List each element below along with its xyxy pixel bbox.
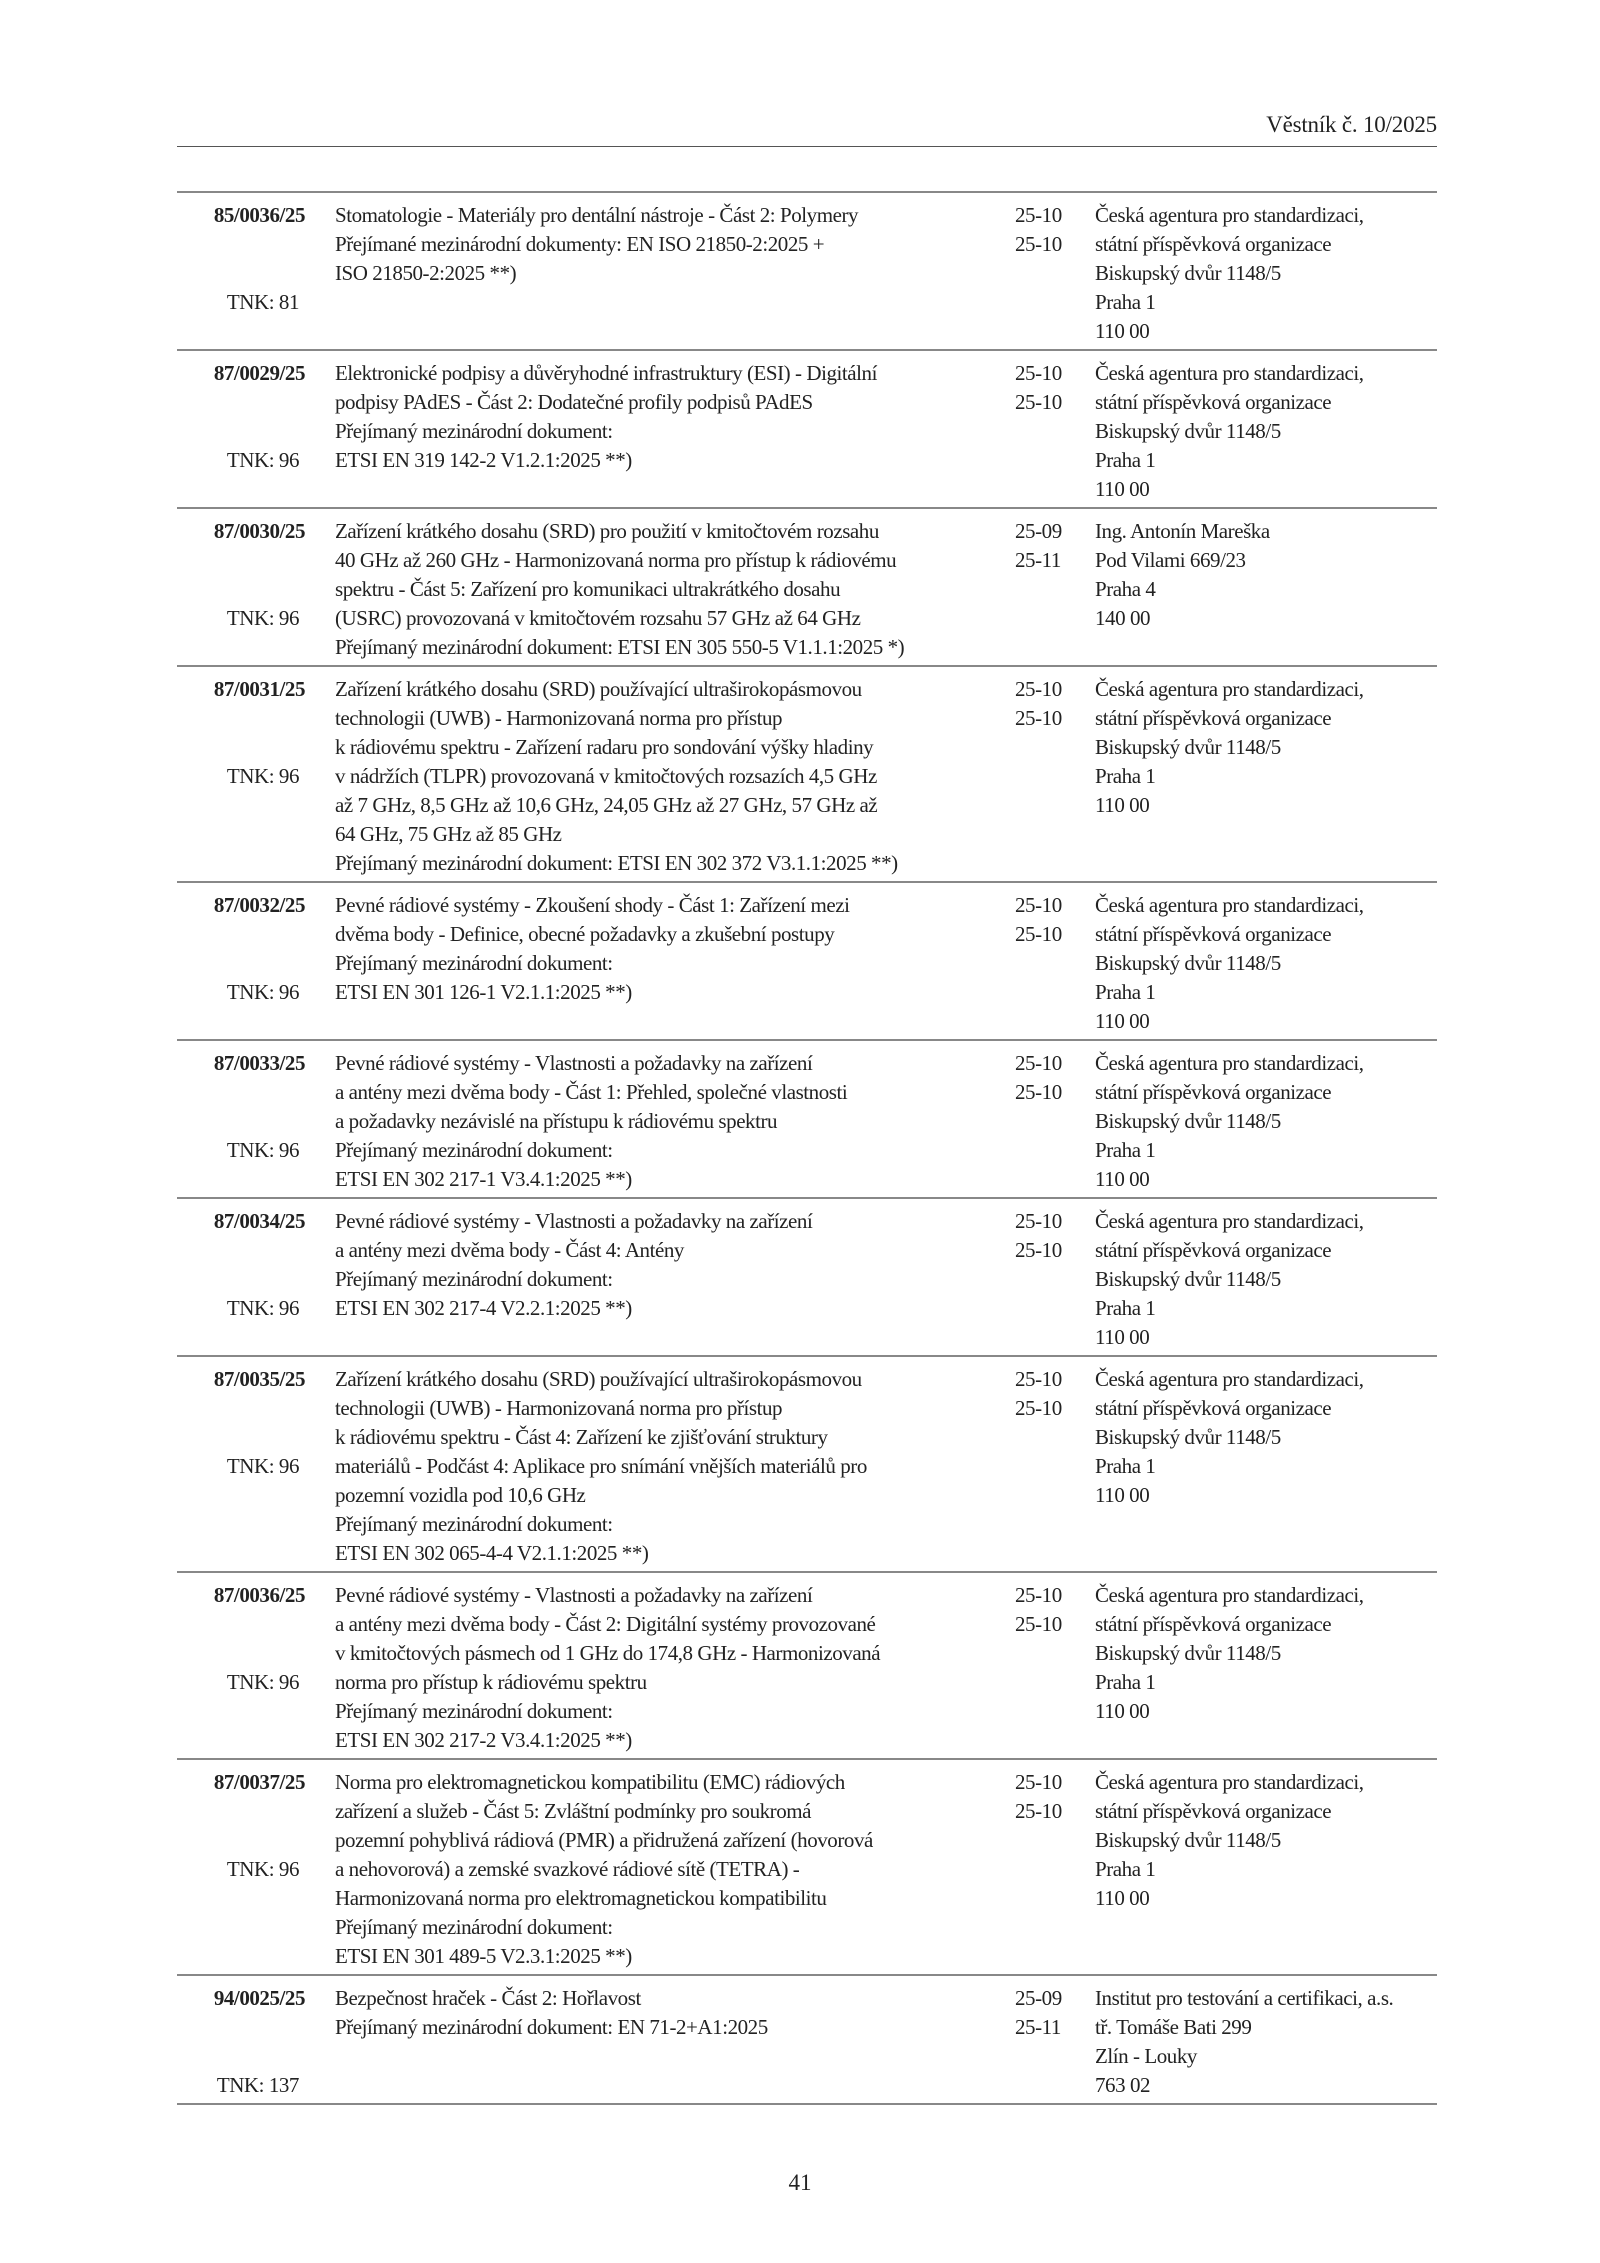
- title-line: Přejímaný mezinárodní dokument:: [335, 951, 613, 975]
- address-line: 763 02: [1095, 2073, 1151, 2097]
- title-line: (USRC) provozovaná v kmitočtovém rozsahu 57 GHz až 64 GHz: [335, 606, 861, 630]
- standard-id-cell: [177, 508, 335, 666]
- title-line: Bezpečnost hraček - Část 2: Hořlavost: [335, 1986, 641, 2010]
- standard-title-cell: [335, 1759, 1015, 1975]
- title-line: a nehovorová) a zemské svazkové rádiové sítě (TETRA) -: [335, 1857, 800, 1881]
- standard-id-cell: [177, 1572, 335, 1759]
- address-line: Praha 1: [1095, 1670, 1156, 1694]
- standard-number: 87/0037/25: [213, 1770, 305, 1794]
- standard-title-cell: [335, 1356, 1015, 1572]
- address-line: Biskupský dvůr 1148/5: [1095, 951, 1281, 975]
- title-line: Zařízení krátkého dosahu (SRD) používající ultraširokopásmovou: [335, 1367, 862, 1391]
- page-number: 41: [788, 2170, 812, 2195]
- address-line: státní příspěvková organizace: [1095, 1799, 1332, 1823]
- date-value: 25-10: [1015, 1209, 1062, 1233]
- address-line: Praha 1: [1095, 1857, 1156, 1881]
- address-line: Biskupský dvůr 1148/5: [1095, 261, 1281, 285]
- tnk-number: TNK: 96: [226, 1670, 299, 1694]
- standard-number: 87/0029/25: [213, 361, 305, 385]
- standard-number: 94/0025/25: [213, 1986, 305, 2010]
- table-row: [177, 508, 1437, 666]
- standard-id-cell: [177, 1040, 335, 1198]
- table-row: [177, 1572, 1437, 1759]
- date-value: 25-10: [1015, 893, 1062, 917]
- address-line: tř. Tomáše Bati 299: [1095, 2015, 1252, 2039]
- date-value: 25-09: [1015, 1986, 1062, 2010]
- title-line: dvěma body - Definice, obecné požadavky a zkušební postupy: [335, 922, 835, 946]
- address-line: Pod Vilami 669/23: [1095, 548, 1246, 572]
- dates-cell: [1015, 666, 1095, 882]
- title-line: a antény mezi dvěma body - Část 1: Přehled, společné vlastnosti: [335, 1080, 848, 1104]
- title-line: a antény mezi dvěma body - Část 4: Antény: [335, 1238, 684, 1262]
- address-line: Biskupský dvůr 1148/5: [1095, 1425, 1281, 1449]
- address-cell: [1095, 882, 1437, 1040]
- table-row: [177, 192, 1437, 350]
- bulletin-title: Věstník č. 10/2025: [1266, 112, 1437, 137]
- address-line: Biskupský dvůr 1148/5: [1095, 1828, 1281, 1852]
- address-line: Česká agentura pro standardizaci,: [1095, 1051, 1364, 1075]
- address-line: 110 00: [1095, 793, 1150, 817]
- address-line: 110 00: [1095, 477, 1150, 501]
- date-value: 25-10: [1015, 922, 1062, 946]
- table-row: [177, 1040, 1437, 1198]
- address-line: státní příspěvková organizace: [1095, 1396, 1332, 1420]
- date-value: 25-10: [1015, 1367, 1062, 1391]
- address-line: 110 00: [1095, 1886, 1150, 1910]
- standard-number: 87/0030/25: [213, 519, 305, 543]
- title-line: k rádiovému spektru - Část 4: Zařízení ke zjišťování struktury: [335, 1425, 828, 1449]
- dates-cell: [1015, 508, 1095, 666]
- address-line: státní příspěvková organizace: [1095, 706, 1332, 730]
- title-line: technologii (UWB) - Harmonizovaná norma pro přístup: [335, 1396, 783, 1420]
- address-line: Ing. Antonín Mareška: [1095, 519, 1270, 543]
- title-line: pozemní pohyblivá rádiová (PMR) a přidružená zařízení (hovorová: [335, 1828, 873, 1852]
- standard-id-cell: [177, 1975, 335, 2104]
- tnk-number: TNK: 137: [216, 2073, 299, 2097]
- title-line: technologii (UWB) - Harmonizovaná norma pro přístup: [335, 706, 783, 730]
- standard-number: 87/0034/25: [213, 1209, 305, 1233]
- title-line: k rádiovému spektru - Zařízení radaru pro sondování výšky hladiny: [335, 735, 874, 759]
- standard-number: 87/0035/25: [213, 1367, 305, 1391]
- standard-title-cell: [335, 666, 1015, 882]
- tnk-number: TNK: 96: [226, 1138, 299, 1162]
- address-line: Česká agentura pro standardizaci,: [1095, 1367, 1364, 1391]
- tnk-number: TNK: 96: [226, 1857, 299, 1881]
- title-line: Norma pro elektromagnetickou kompatibilitu (EMC) rádiových: [335, 1770, 845, 1794]
- title-line: ISO 21850-2:2025 **): [335, 261, 517, 285]
- address-cell: [1095, 350, 1437, 508]
- standard-number: 87/0032/25: [213, 893, 305, 917]
- address-line: Praha 4: [1095, 577, 1156, 601]
- address-line: 110 00: [1095, 1483, 1150, 1507]
- date-value: 25-10: [1015, 677, 1062, 701]
- title-line: Pevné rádiové systémy - Zkoušení shody - Část 1: Zařízení mezi: [335, 893, 850, 917]
- date-value: 25-10: [1015, 1080, 1062, 1104]
- address-cell: [1095, 508, 1437, 666]
- title-line: ETSI EN 301 489-5 V2.3.1:2025 **): [335, 1944, 632, 1968]
- address-cell: [1095, 1975, 1437, 2104]
- standard-title-cell: [335, 508, 1015, 666]
- title-line: materiálů - Podčást 4: Aplikace pro snímání vnějších materiálů pro: [335, 1454, 867, 1478]
- date-value: 25-11: [1015, 548, 1061, 572]
- address-line: Praha 1: [1095, 1138, 1156, 1162]
- address-line: Česká agentura pro standardizaci,: [1095, 1209, 1364, 1233]
- title-line: Přejímaný mezinárodní dokument:: [335, 1915, 613, 1939]
- standard-number: 87/0031/25: [213, 677, 305, 701]
- address-line: Biskupský dvůr 1148/5: [1095, 419, 1281, 443]
- title-line: Přejímaný mezinárodní dokument:: [335, 419, 613, 443]
- date-value: 25-10: [1015, 1612, 1062, 1636]
- dates-cell: [1015, 1356, 1095, 1572]
- standard-id-cell: [177, 192, 335, 350]
- title-line: Pevné rádiové systémy - Vlastnosti a požadavky na zařízení: [335, 1051, 813, 1075]
- address-line: Praha 1: [1095, 290, 1156, 314]
- dates-cell: [1015, 1759, 1095, 1975]
- tnk-number: TNK: 96: [226, 606, 299, 630]
- title-line: Elektronické podpisy a důvěryhodné infrastruktury (ESI) - Digitální: [335, 361, 877, 385]
- date-value: 25-10: [1015, 1583, 1062, 1607]
- title-line: Pevné rádiové systémy - Vlastnosti a požadavky na zařízení: [335, 1209, 813, 1233]
- date-value: 25-10: [1015, 203, 1062, 227]
- address-cell: [1095, 1572, 1437, 1759]
- address-cell: [1095, 1759, 1437, 1975]
- title-line: pozemní vozidla pod 10,6 GHz: [335, 1483, 586, 1507]
- address-line: Zlín - Louky: [1095, 2044, 1197, 2068]
- address-cell: [1095, 1356, 1437, 1572]
- title-line: a antény mezi dvěma body - Část 2: Digitální systémy provozované: [335, 1612, 876, 1636]
- title-line: ETSI EN 302 217-2 V3.4.1:2025 **): [335, 1728, 632, 1752]
- address-line: Biskupský dvůr 1148/5: [1095, 1109, 1281, 1133]
- table-row: [177, 1198, 1437, 1356]
- standard-number: 87/0036/25: [213, 1583, 305, 1607]
- date-value: 25-10: [1015, 1799, 1062, 1823]
- address-line: státní příspěvková organizace: [1095, 1080, 1332, 1104]
- standards-table: [177, 191, 1437, 2105]
- date-value: 25-10: [1015, 706, 1062, 730]
- title-line: Přejímaný mezinárodní dokument:: [335, 1512, 613, 1536]
- standard-number: 85/0036/25: [213, 203, 305, 227]
- address-line: 110 00: [1095, 1009, 1150, 1033]
- address-line: Biskupský dvůr 1148/5: [1095, 735, 1281, 759]
- address-line: 110 00: [1095, 1699, 1150, 1723]
- table-row: [177, 1356, 1437, 1572]
- address-line: Praha 1: [1095, 980, 1156, 1004]
- address-line: Česká agentura pro standardizaci,: [1095, 1770, 1364, 1794]
- title-line: Přejímaný mezinárodní dokument: ETSI EN 305 550-5 V1.1.1:2025 *): [335, 635, 905, 659]
- standard-id-cell: [177, 1198, 335, 1356]
- title-line: až 7 GHz, 8,5 GHz až 10,6 GHz, 24,05 GHz až 27 GHz, 57 GHz až: [335, 793, 878, 817]
- title-line: Pevné rádiové systémy - Vlastnosti a požadavky na zařízení: [335, 1583, 813, 1607]
- title-line: Přejímaný mezinárodní dokument:: [335, 1699, 613, 1723]
- address-line: 110 00: [1095, 1325, 1150, 1349]
- title-line: zařízení a služeb - Část 5: Zvláštní podmínky pro soukromá: [335, 1799, 812, 1823]
- address-line: Česká agentura pro standardizaci,: [1095, 203, 1364, 227]
- address-cell: [1095, 192, 1437, 350]
- title-line: Přejímaný mezinárodní dokument:: [335, 1138, 613, 1162]
- title-line: Zařízení krátkého dosahu (SRD) pro použití v kmitočtovém rozsahu: [335, 519, 879, 543]
- title-line: Přejímaný mezinárodní dokument: ETSI EN 302 372 V3.1.1:2025 **): [335, 851, 898, 875]
- address-line: státní příspěvková organizace: [1095, 1238, 1332, 1262]
- dates-cell: [1015, 1040, 1095, 1198]
- date-value: 25-09: [1015, 519, 1062, 543]
- date-value: 25-10: [1015, 1770, 1062, 1794]
- header-divider: [177, 146, 1437, 147]
- address-line: státní příspěvková organizace: [1095, 390, 1332, 414]
- standard-title-cell: [335, 882, 1015, 1040]
- tnk-number: TNK: 81: [226, 290, 299, 314]
- title-line: ETSI EN 319 142-2 V1.2.1:2025 **): [335, 448, 632, 472]
- address-line: státní příspěvková organizace: [1095, 232, 1332, 256]
- dates-cell: [1015, 1198, 1095, 1356]
- dates-cell: [1015, 1572, 1095, 1759]
- standard-title-cell: [335, 192, 1015, 350]
- tnk-number: TNK: 96: [226, 980, 299, 1004]
- standard-title-cell: [335, 350, 1015, 508]
- title-line: ETSI EN 302 217-1 V3.4.1:2025 **): [335, 1167, 632, 1191]
- tnk-number: TNK: 96: [226, 1296, 299, 1320]
- date-value: 25-10: [1015, 361, 1062, 385]
- title-line: a požadavky nezávislé na přístupu k rádiovému spektru: [335, 1109, 778, 1133]
- standard-id-cell: [177, 666, 335, 882]
- title-line: Harmonizovaná norma pro elektromagnetickou kompatibilitu: [335, 1886, 827, 1910]
- address-line: 110 00: [1095, 319, 1150, 343]
- address-line: Praha 1: [1095, 1296, 1156, 1320]
- standard-number: 87/0033/25: [213, 1051, 305, 1075]
- title-line: ETSI EN 301 126-1 V2.1.1:2025 **): [335, 980, 632, 1004]
- address-line: Česká agentura pro standardizaci,: [1095, 893, 1364, 917]
- standard-id-cell: [177, 350, 335, 508]
- address-cell: [1095, 666, 1437, 882]
- address-line: Česká agentura pro standardizaci,: [1095, 361, 1364, 385]
- standard-title-cell: [335, 1572, 1015, 1759]
- dates-cell: [1015, 350, 1095, 508]
- title-line: podpisy PAdES - Část 2: Dodatečné profily podpisů PAdES: [335, 390, 813, 414]
- address-line: 110 00: [1095, 1167, 1150, 1191]
- table-row: [177, 666, 1437, 882]
- tnk-number: TNK: 96: [226, 1454, 299, 1478]
- address-line: Biskupský dvůr 1148/5: [1095, 1267, 1281, 1291]
- title-line: v nádržích (TLPR) provozovaná v kmitočtových rozsazích 4,5 GHz: [335, 764, 877, 788]
- title-line: ETSI EN 302 217-4 V2.2.1:2025 **): [335, 1296, 632, 1320]
- table-row: [177, 1759, 1437, 1975]
- address-line: Česká agentura pro standardizaci,: [1095, 1583, 1364, 1607]
- date-value: 25-10: [1015, 1396, 1062, 1420]
- address-line: státní příspěvková organizace: [1095, 922, 1332, 946]
- table-row: [177, 1975, 1437, 2104]
- title-line: norma pro přístup k rádiovému spektru: [335, 1670, 647, 1694]
- address-line: Biskupský dvůr 1148/5: [1095, 1641, 1281, 1665]
- standard-id-cell: [177, 882, 335, 1040]
- address-line: státní příspěvková organizace: [1095, 1612, 1332, 1636]
- standard-title-cell: [335, 1975, 1015, 2104]
- dates-cell: [1015, 192, 1095, 350]
- table-row: [177, 882, 1437, 1040]
- standard-title-cell: [335, 1198, 1015, 1356]
- title-line: Zařízení krátkého dosahu (SRD) používající ultraširokopásmovou: [335, 677, 862, 701]
- tnk-number: TNK: 96: [226, 448, 299, 472]
- title-line: Přejímaný mezinárodní dokument:: [335, 1267, 613, 1291]
- address-line: Praha 1: [1095, 448, 1156, 472]
- address-cell: [1095, 1040, 1437, 1198]
- address-line: Institut pro testování a certifikaci, a.s.: [1095, 1986, 1394, 2010]
- address-line: Česká agentura pro standardizaci,: [1095, 677, 1364, 701]
- tnk-number: TNK: 96: [226, 764, 299, 788]
- date-value: 25-11: [1015, 2015, 1061, 2039]
- address-line: Praha 1: [1095, 1454, 1156, 1478]
- standard-title-cell: [335, 1040, 1015, 1198]
- title-line: v kmitočtových pásmech od 1 GHz do 174,8 GHz - Harmonizovaná: [335, 1641, 881, 1665]
- title-line: Stomatologie - Materiály pro dentální nástroje - Část 2: Polymery: [335, 203, 859, 227]
- standard-id-cell: [177, 1356, 335, 1572]
- title-line: Přejímané mezinárodní dokumenty: EN ISO 21850-2:2025 +: [335, 232, 825, 256]
- date-value: 25-10: [1015, 390, 1062, 414]
- title-line: 64 GHz, 75 GHz až 85 GHz: [335, 822, 562, 846]
- address-line: Praha 1: [1095, 764, 1156, 788]
- date-value: 25-10: [1015, 232, 1062, 256]
- table-row: [177, 350, 1437, 508]
- title-line: spektru - Část 5: Zařízení pro komunikaci ultrakrátkého dosahu: [335, 577, 841, 601]
- title-line: 40 GHz až 260 GHz - Harmonizovaná norma pro přístup k rádiovému: [335, 548, 897, 572]
- date-value: 25-10: [1015, 1238, 1062, 1262]
- address-line: 140 00: [1095, 606, 1151, 630]
- standard-id-cell: [177, 1759, 335, 1975]
- title-line: Přejímaný mezinárodní dokument: EN 71-2+A1:2025: [335, 2015, 768, 2039]
- address-cell: [1095, 1198, 1437, 1356]
- date-value: 25-10: [1015, 1051, 1062, 1075]
- title-line: ETSI EN 302 065-4-4 V2.1.1:2025 **): [335, 1541, 649, 1565]
- dates-cell: [1015, 1975, 1095, 2104]
- dates-cell: [1015, 882, 1095, 1040]
